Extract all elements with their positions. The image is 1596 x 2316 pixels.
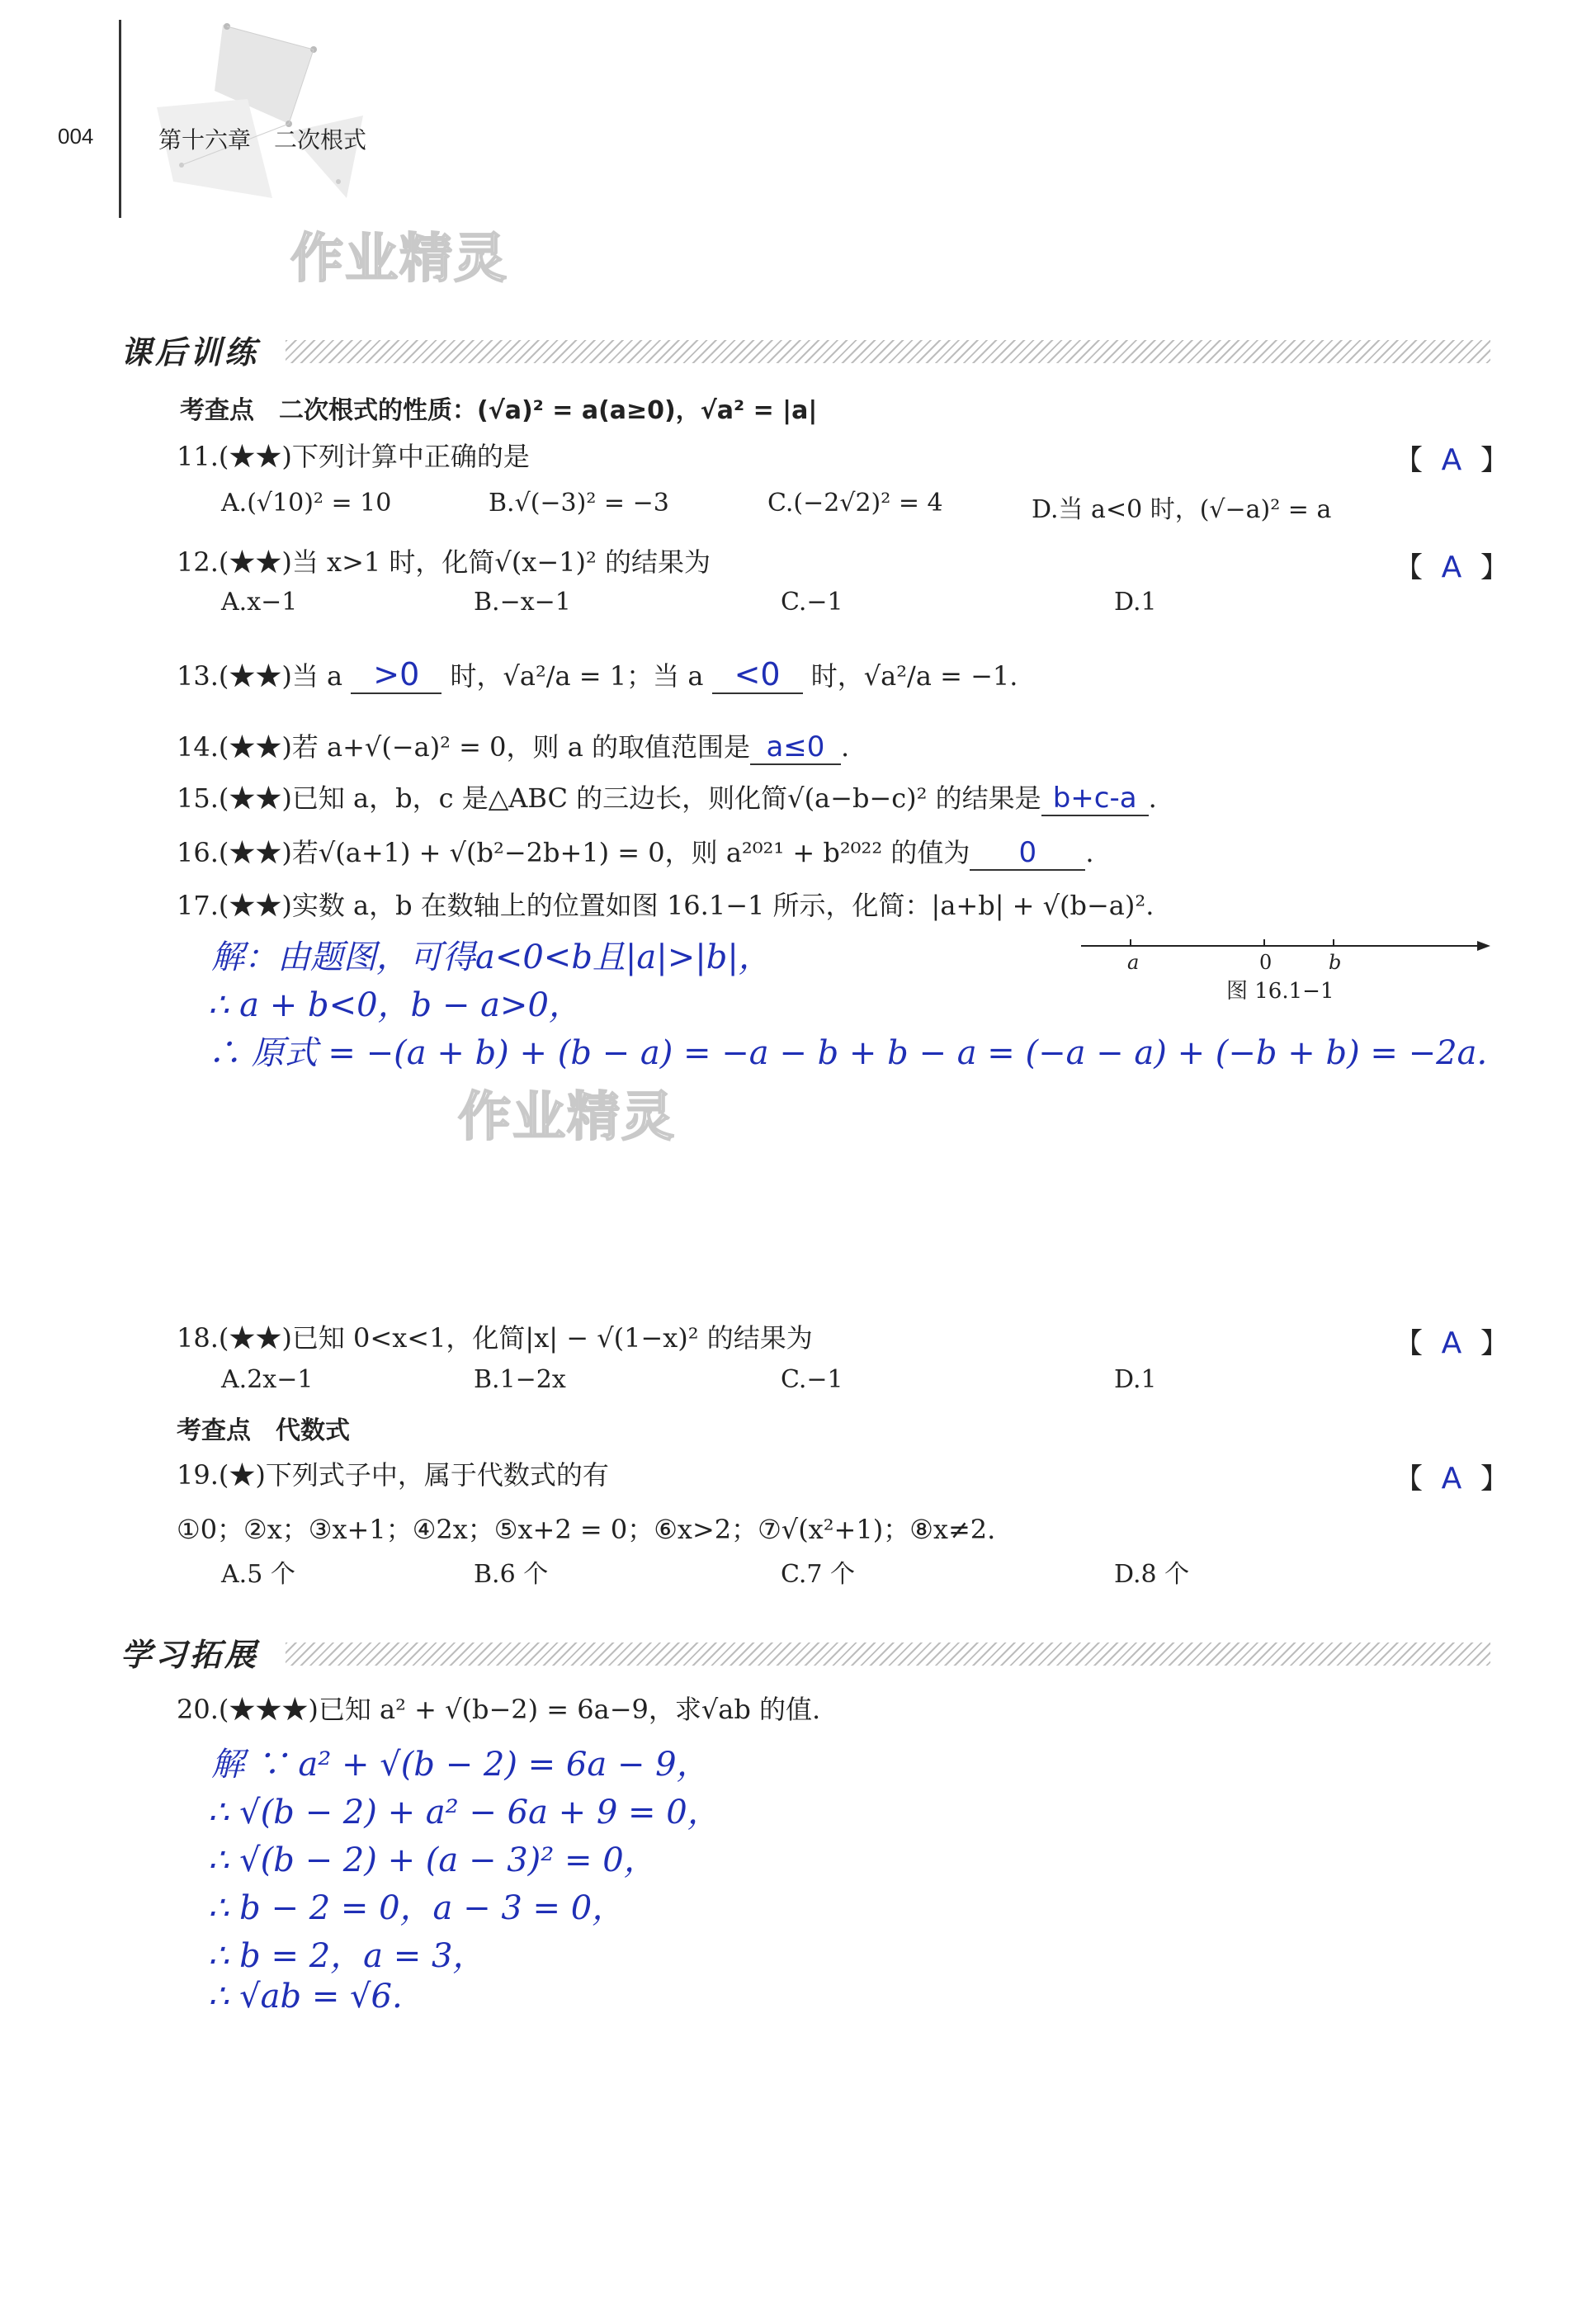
option-c: C.−1 [781, 1365, 843, 1394]
answer-14: a≤0 [766, 730, 825, 763]
answer-15: b+c-a [1052, 782, 1137, 815]
watermark-top: 作业精灵 [290, 229, 508, 290]
answer-12: A [1441, 551, 1462, 584]
solution-20-line-4: ∴ b − 2 = 0，a − 3 = 0， [208, 1889, 626, 1927]
answer-18: A [1441, 1326, 1462, 1360]
option-d: D.8 个 [1114, 1560, 1190, 1589]
option-d: D.1 [1114, 1365, 1157, 1394]
answer-bracket-19: 【 A 】 [1395, 1462, 1509, 1496]
question-14: 14.(★★)若 a+√(−a)² = 0，则 a 的取值范围是 a≤0 . [177, 730, 850, 763]
question-12: 12.(★★)当 x>1 时，化简√(x−1)² 的结果为 [177, 546, 711, 578]
option-a: A.(√10)² = 10 [221, 489, 392, 518]
option-a: A.x−1 [221, 588, 298, 617]
section-title-extension: 学习拓展 [120, 1637, 260, 1673]
number-line-label-a: a [1127, 951, 1140, 974]
section-divider [286, 340, 1490, 363]
answer-bracket-11: 【 A 】 [1395, 443, 1509, 477]
option-a: A.5 个 [221, 1560, 295, 1589]
header-divider [119, 20, 121, 218]
option-b: B.6 个 [474, 1560, 549, 1589]
header-decoration [124, 17, 371, 215]
question-15: 15.(★★)已知 a，b，c 是△ABC 的三边长，则化简√(a−b−c)² 的结果是 b+c-a . [177, 782, 1157, 815]
question-16: 16.(★★)若√(a+1) + √(b²−2b+1) = 0，则 a²⁰²¹ + b²⁰²² 的值为 0 . [177, 836, 1094, 869]
question-17: 17.(★★)实数 a，b 在数轴上的位置如图 16.1−1 所示，化简：|a+b| + √(b−a)². [177, 890, 1155, 921]
solution-20-line-6: ∴ √ab = √6. [208, 1978, 403, 2016]
option-d: D.1 [1114, 588, 1157, 617]
question-13: 13.(★★)当 a >0 时，√a²/a = 1；当 a <0 时，√a²/a = −1. [177, 656, 1018, 692]
solution-17-line-2: ∴ a + b<0，b − a>0， [208, 986, 582, 1024]
question-19-items: ①0；②x；③x+1；④2x；⑤x+2 = 0；⑥x>2；⑦√(x²+1)；⑧x≠2. [177, 1514, 996, 1545]
watermark-middle: 作业精灵 [458, 1087, 676, 1148]
option-b: B.−x−1 [474, 588, 571, 617]
section-title-after-class: 课后训练 [120, 334, 260, 371]
question-20: 20.(★★★)已知 a² + √(b−2) = 6a−9，求√ab 的值. [177, 1694, 821, 1725]
figure-caption: 图 16.1−1 [1226, 979, 1334, 1004]
chapter-title: 第十六章 二次根式 [158, 126, 367, 154]
answer-bracket-18: 【 A 】 [1395, 1326, 1509, 1360]
option-b: B.1−2x [474, 1365, 566, 1394]
number-line-label-b: b [1329, 951, 1342, 974]
solution-20-line-1: 解 ∵ a² + √(b − 2) = 6a − 9， [211, 1746, 710, 1784]
solution-17-line-1: 解：由题图，可得a<0<b且|a|>|b|， [211, 938, 772, 976]
number-line-label-0: 0 [1259, 951, 1273, 974]
section-divider [286, 1642, 1490, 1666]
option-a: A.2x−1 [221, 1365, 314, 1394]
topic-heading: 考查点 二次根式的性质：(√a)² = a(a≥0)，√a² = |a| [180, 396, 818, 425]
answer-13b: <0 [734, 656, 781, 692]
answer-19: A [1441, 1462, 1462, 1496]
topic-heading: 考查点 代数式 [177, 1416, 350, 1445]
answer-13a: >0 [373, 656, 420, 692]
question-18: 18.(★★)已知 0<x<1，化简|x| − √(1−x)² 的结果为 [177, 1322, 813, 1354]
option-c: C.−1 [781, 588, 843, 617]
solution-20-line-2: ∴ √(b − 2) + a² − 6a + 9 = 0， [208, 1794, 720, 1832]
question-11: 11.(★★)下列计算中正确的是 [177, 441, 530, 472]
option-c: C.7 个 [781, 1560, 856, 1589]
answer-16: 0 [1018, 836, 1037, 869]
answer-bracket-12: 【 A 】 [1395, 551, 1509, 584]
option-c: C.(−2√2)² = 4 [767, 489, 943, 518]
solution-20-line-5: ∴ b = 2，a = 3， [208, 1937, 486, 1975]
page-number: 004 [58, 124, 94, 149]
solution-20-line-3: ∴ √(b − 2) + (a − 3)² = 0， [208, 1841, 657, 1879]
question-19: 19.(★)下列式子中，属于代数式的有 [177, 1459, 609, 1491]
option-b: B.√(−3)² = −3 [489, 489, 669, 518]
answer-11: A [1441, 443, 1462, 477]
option-d: D.当 a<0 时，(√−a)² = a [1032, 495, 1332, 524]
solution-17-line-3: ∴ 原式 = −(a + b) + (b − a) = −a − b + b − a = (−a − a) + (−b + b) = −2a. [208, 1034, 1488, 1072]
